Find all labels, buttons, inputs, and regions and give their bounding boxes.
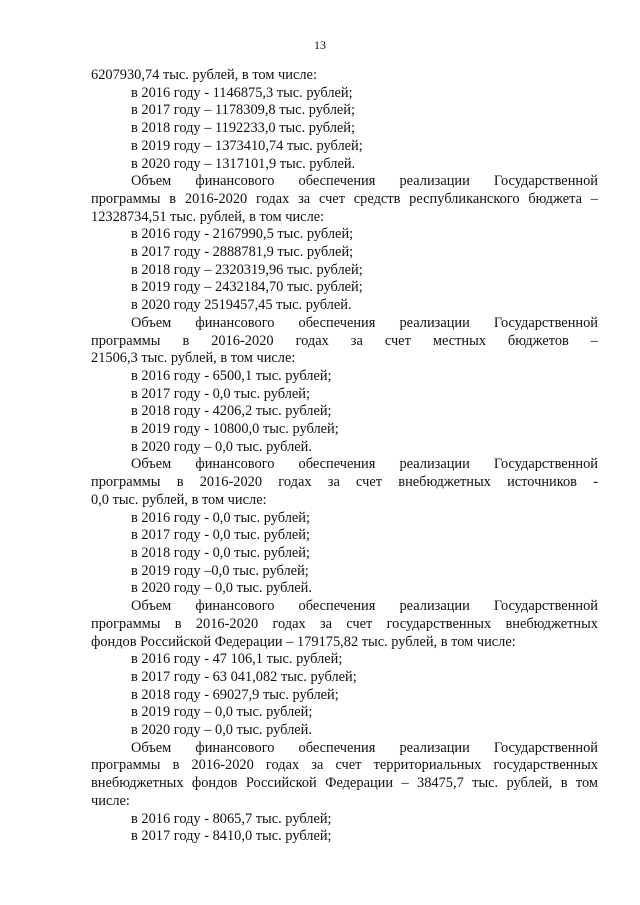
list-item: в 2020 году – 0,0 тыс. рублей. bbox=[131, 722, 312, 739]
paragraph-line: Объем финансового обеспечения реализации Государственной bbox=[131, 314, 598, 331]
list-item: в 2019 году – 2432184,70 тыс. рублей; bbox=[131, 279, 363, 296]
paragraph-line: Объем финансового обеспечения реализации Государственной bbox=[131, 739, 598, 756]
paragraph-line: программы в 2016-2020 годах за счет территориальных государственных bbox=[91, 757, 598, 774]
paragraph-line: программы в 2016-2020 годах за счет государственных внебюджетных bbox=[91, 615, 598, 632]
paragraph-line: 0,0 тыс. рублей, в том числе: bbox=[91, 491, 267, 508]
list-item: в 2018 году – 2320319,96 тыс. рублей; bbox=[131, 261, 363, 278]
paragraph-line: 6207930,74 тыс. рублей, в том числе: bbox=[91, 67, 317, 83]
paragraph-line: Объем финансового обеспечения реализации Государственной bbox=[131, 456, 598, 473]
paragraph-line: фондов Российской Федерации – 179175,82 тыс. рублей, в том числе: bbox=[91, 633, 516, 650]
paragraph-line: программы в 2016-2020 годах за счет средств республиканского бюджета – bbox=[91, 190, 598, 207]
list-item: в 2020 году – 1317101,9 тыс. рублей. bbox=[131, 155, 356, 172]
list-item: в 2016 году - 1146875,3 тыс. рублей; bbox=[131, 84, 353, 101]
list-item: в 2019 году – 1373410,74 тыс. рублей; bbox=[131, 137, 363, 154]
paragraph-line: внебюджетных фондов Российской Федерации – 38475,7 тыс. рублей, в том bbox=[91, 775, 598, 792]
page-number: 13 bbox=[314, 38, 326, 52]
list-item: в 2019 году –0,0 тыс. рублей; bbox=[131, 562, 309, 579]
list-item: в 2019 году – 0,0 тыс. рублей; bbox=[131, 704, 313, 721]
list-item: в 2017 году – 1178309,8 тыс. рублей; bbox=[131, 102, 356, 119]
paragraph-line: 12328734,51 тыс. рублей, в том числе: bbox=[91, 208, 325, 225]
paragraph-line: Объем финансового обеспечения реализации Государственной bbox=[131, 598, 598, 615]
list-item: в 2016 году - 47 106,1 тыс. рублей; bbox=[131, 651, 343, 668]
list-item: в 2016 году - 8065,7 тыс. рублей; bbox=[131, 810, 332, 827]
paragraph-line: числе: bbox=[91, 792, 130, 809]
list-item: в 2017 году - 63 041,082 тыс. рублей; bbox=[131, 668, 357, 685]
list-item: в 2017 году - 2888781,9 тыс. рублей; bbox=[131, 244, 354, 261]
list-item: в 2020 году 2519457,45 тыс. рублей. bbox=[131, 297, 352, 314]
list-item: в 2018 году – 1192233,0 тыс. рублей; bbox=[131, 120, 356, 137]
list-item: в 2018 году - 0,0 тыс. рублей; bbox=[131, 544, 310, 561]
list-item: в 2018 году - 4206,2 тыс. рублей; bbox=[131, 403, 332, 420]
list-item: в 2016 году - 6500,1 тыс. рублей; bbox=[131, 367, 332, 384]
paragraph-line: Объем финансового обеспечения реализации Государственной bbox=[131, 173, 598, 190]
list-item: в 2018 году - 69027,9 тыс. рублей; bbox=[131, 686, 339, 703]
document-body bbox=[91, 67, 598, 846]
paragraph-line: программы в 2016-2020 годах за счет внебюджетных источников - bbox=[91, 474, 598, 491]
list-item: в 2016 году - 0,0 тыс. рублей; bbox=[131, 509, 310, 526]
list-item: в 2017 году - 0,0 тыс. рублей; bbox=[131, 385, 310, 402]
list-item: в 2017 году - 8410,0 тыс. рублей; bbox=[131, 828, 332, 845]
paragraph-line: 21506,3 тыс. рублей, в том числе: bbox=[91, 350, 296, 367]
list-item: в 2020 году – 0,0 тыс. рублей. bbox=[131, 580, 312, 597]
list-item: в 2016 году - 2167990,5 тыс. рублей; bbox=[131, 226, 354, 243]
list-item: в 2017 году - 0,0 тыс. рублей; bbox=[131, 527, 310, 544]
list-item: в 2019 году - 10800,0 тыс. рублей; bbox=[131, 421, 339, 438]
paragraph-line: программы в 2016-2020 годах за счет местных бюджетов – bbox=[91, 332, 598, 349]
list-item: в 2020 году – 0,0 тыс. рублей. bbox=[131, 438, 312, 455]
